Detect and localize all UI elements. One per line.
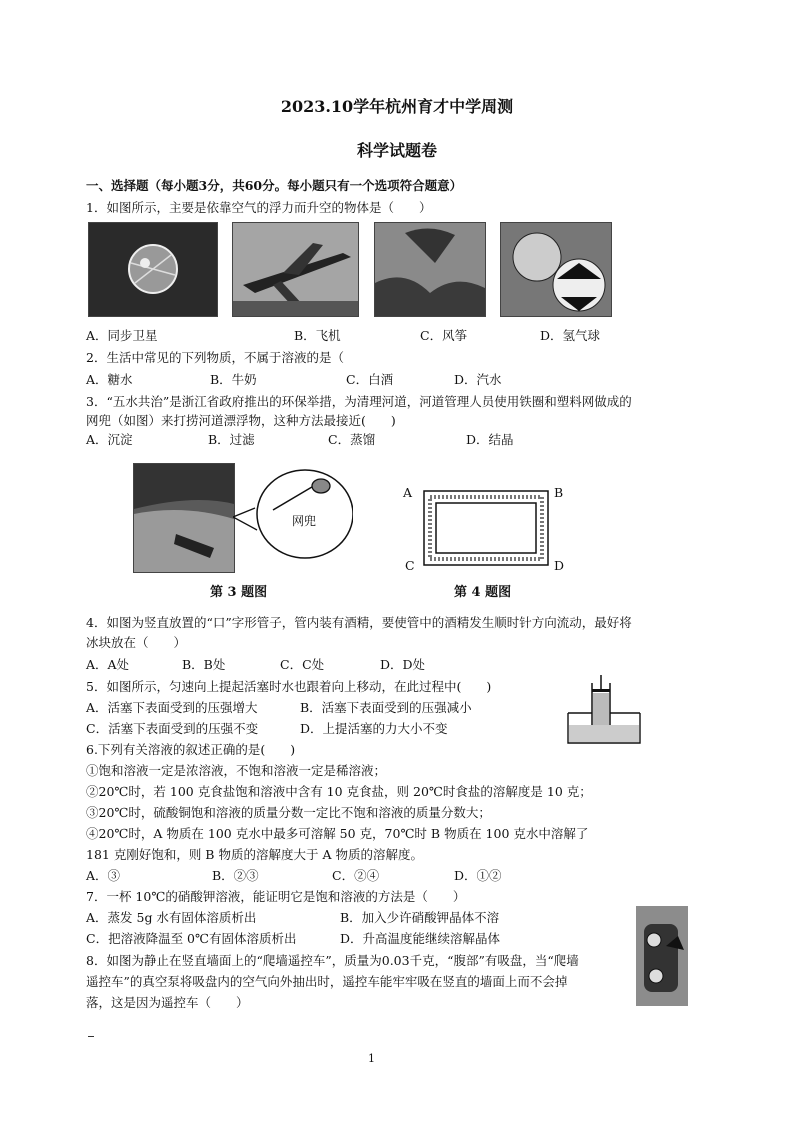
- q7-option-a[interactable]: A．蒸发 5g 水有固体溶质析出: [86, 910, 257, 925]
- satellite-image: [88, 222, 218, 317]
- q3-option-c[interactable]: C．蒸馏: [328, 432, 376, 447]
- question-3-line1: 3．“五水共治”是浙江省政府推出的环保举措，为清理河道，河道管理人员使用铁圈和塑料网做成的: [86, 394, 632, 409]
- q7-option-c[interactable]: C．把溶液降温至 0℃有固体溶质析出: [86, 931, 297, 946]
- q6-statement-3: ③20℃时，硫酸铜饱和溶液的质量分数一定比不饱和溶液的质量分数大；: [86, 805, 491, 820]
- tube-diagram: [410, 483, 560, 575]
- q7-option-d[interactable]: D．升高温度能继续溶解晶体: [340, 931, 501, 946]
- figure-4-caption: 第 4 题图: [454, 585, 512, 600]
- tube-label-b: B: [554, 485, 564, 500]
- q2-option-d[interactable]: D．汽水: [454, 372, 502, 387]
- exam-subtitle: 科学试题卷: [356, 141, 437, 160]
- exam-title: 2023.10学年杭州育才中学周测: [280, 97, 514, 116]
- q5-option-c[interactable]: C．活塞下表面受到的压强不变: [86, 721, 259, 736]
- tube-label-c: C: [405, 558, 415, 573]
- question-8-line1: 8．如图为静止在竖直墙面上的“爬墙遥控车”，质量为0.03千克，“腹部”有吸盘，当“爬墙: [86, 953, 579, 968]
- wall-car-illustration: [636, 906, 688, 1006]
- figure-3-caption: 第 3 题图: [210, 585, 268, 600]
- q3-option-d[interactable]: D．结晶: [466, 432, 514, 447]
- q3-option-b[interactable]: B．过滤: [208, 432, 255, 447]
- satellite-illustration: [89, 223, 217, 316]
- airplane-illustration: [233, 223, 358, 316]
- q2-option-b[interactable]: B．牛奶: [210, 372, 257, 387]
- question-4-line1: 4．如图为竖直放置的“口”字形管子，管内装有酒精，要使管中的酒精发生顺时针方向流动，最好将: [86, 615, 632, 630]
- q6-option-c[interactable]: C．②④: [332, 868, 380, 883]
- q6-statement-2: ②20℃时，若 100 克食盐饱和溶液中含有 10 克食盐，则 20℃时食盐的溶解度是 10 克；: [86, 784, 592, 799]
- q4-option-b[interactable]: B．B处: [182, 657, 226, 672]
- q6-statement-1: ①饱和溶液一定是浓溶液，不饱和溶液一定是稀溶液；: [86, 763, 387, 778]
- q6-option-d[interactable]: D．①②: [454, 868, 502, 883]
- piston-diagram: [566, 673, 642, 747]
- net-label: 网兜: [292, 514, 317, 528]
- q1-option-b[interactable]: B．飞机: [294, 328, 341, 343]
- footer-mark: [88, 1036, 94, 1037]
- q5-option-d[interactable]: D．上提活塞的力大小不变: [300, 721, 448, 736]
- question-2-stem: 2．生活中常见的下列物质，不属于溶液的是（: [86, 350, 344, 365]
- hydrogen-balloon-image: [500, 222, 612, 317]
- q3-option-a[interactable]: A．沉淀: [86, 432, 133, 447]
- tube-label-d: D: [554, 558, 565, 573]
- q1-option-c[interactable]: C．风筝: [420, 328, 468, 343]
- question-1-stem: 1．如图所示，主要是依靠空气的浮力而升空的物体是（ ）: [86, 200, 432, 215]
- q5-option-b[interactable]: B．活塞下表面受到的压强减小: [300, 700, 472, 715]
- river-boat-illustration: [134, 464, 234, 572]
- balloon-illustration: [501, 223, 611, 316]
- q1-option-a[interactable]: A．同步卫星: [86, 328, 158, 343]
- kite-image: [374, 222, 486, 317]
- q6-statement-4a: ④20℃时，A 物质在 100 克水中最多可溶解 50 克，70℃时 B 物质在 100 克水中溶解了: [86, 826, 589, 841]
- kite-illustration: [375, 223, 485, 316]
- question-8-line2: 遥控车”的真空泵将吸盘内的空气向外抽出时，遥控车能牢牢吸在竖直的墙面上而不会掉: [86, 974, 568, 989]
- question-4-line2: 冰块放在（ ）: [86, 635, 187, 650]
- q5-option-a[interactable]: A．活塞下表面受到的压强增大: [86, 700, 258, 715]
- tube-label-a: A: [403, 485, 413, 500]
- river-photo: [133, 463, 235, 573]
- section-heading: 一、选择题（每小题3分，共60分。每小题只有一个选项符合题意）: [86, 178, 463, 193]
- page-number: 1: [368, 1052, 375, 1065]
- q7-option-b[interactable]: B．加入少许硝酸钾晶体不溶: [340, 910, 500, 925]
- q2-option-c[interactable]: C．白酒: [346, 372, 394, 387]
- q4-option-a[interactable]: A．A处: [86, 657, 130, 672]
- q6-statement-4b: 181 克刚好饱和，则 B 物质的溶解度大于 A 物质的溶解度。: [86, 847, 423, 862]
- q6-option-b[interactable]: B．②③: [212, 868, 259, 883]
- airplane-image: [232, 222, 359, 317]
- question-5-stem: 5．如图所示，匀速向上提起活塞时水也跟着向上移动，在此过程中( ): [86, 679, 492, 694]
- question-7-stem: 7．一杯 10℃的硝酸钾溶液，能证明它是饱和溶液的方法是（ ）: [86, 889, 466, 904]
- q4-option-d[interactable]: D．D处: [380, 657, 426, 672]
- q2-option-a[interactable]: A．糖水: [86, 372, 133, 387]
- question-8-line3: 落，这是因为遥控车（ ）: [86, 995, 249, 1010]
- q4-option-c[interactable]: C．C处: [280, 657, 325, 672]
- question-6-stem: 6.下列有关溶液的叙述正确的是( ): [86, 742, 296, 757]
- question-3-line2: 网兜（如图）来打捞河道漂浮物，这种方法最接近( ): [86, 413, 396, 428]
- wall-car-photo: [636, 906, 688, 1006]
- q6-option-a[interactable]: A．③: [86, 868, 121, 883]
- q1-option-d[interactable]: D．氢气球: [540, 328, 601, 343]
